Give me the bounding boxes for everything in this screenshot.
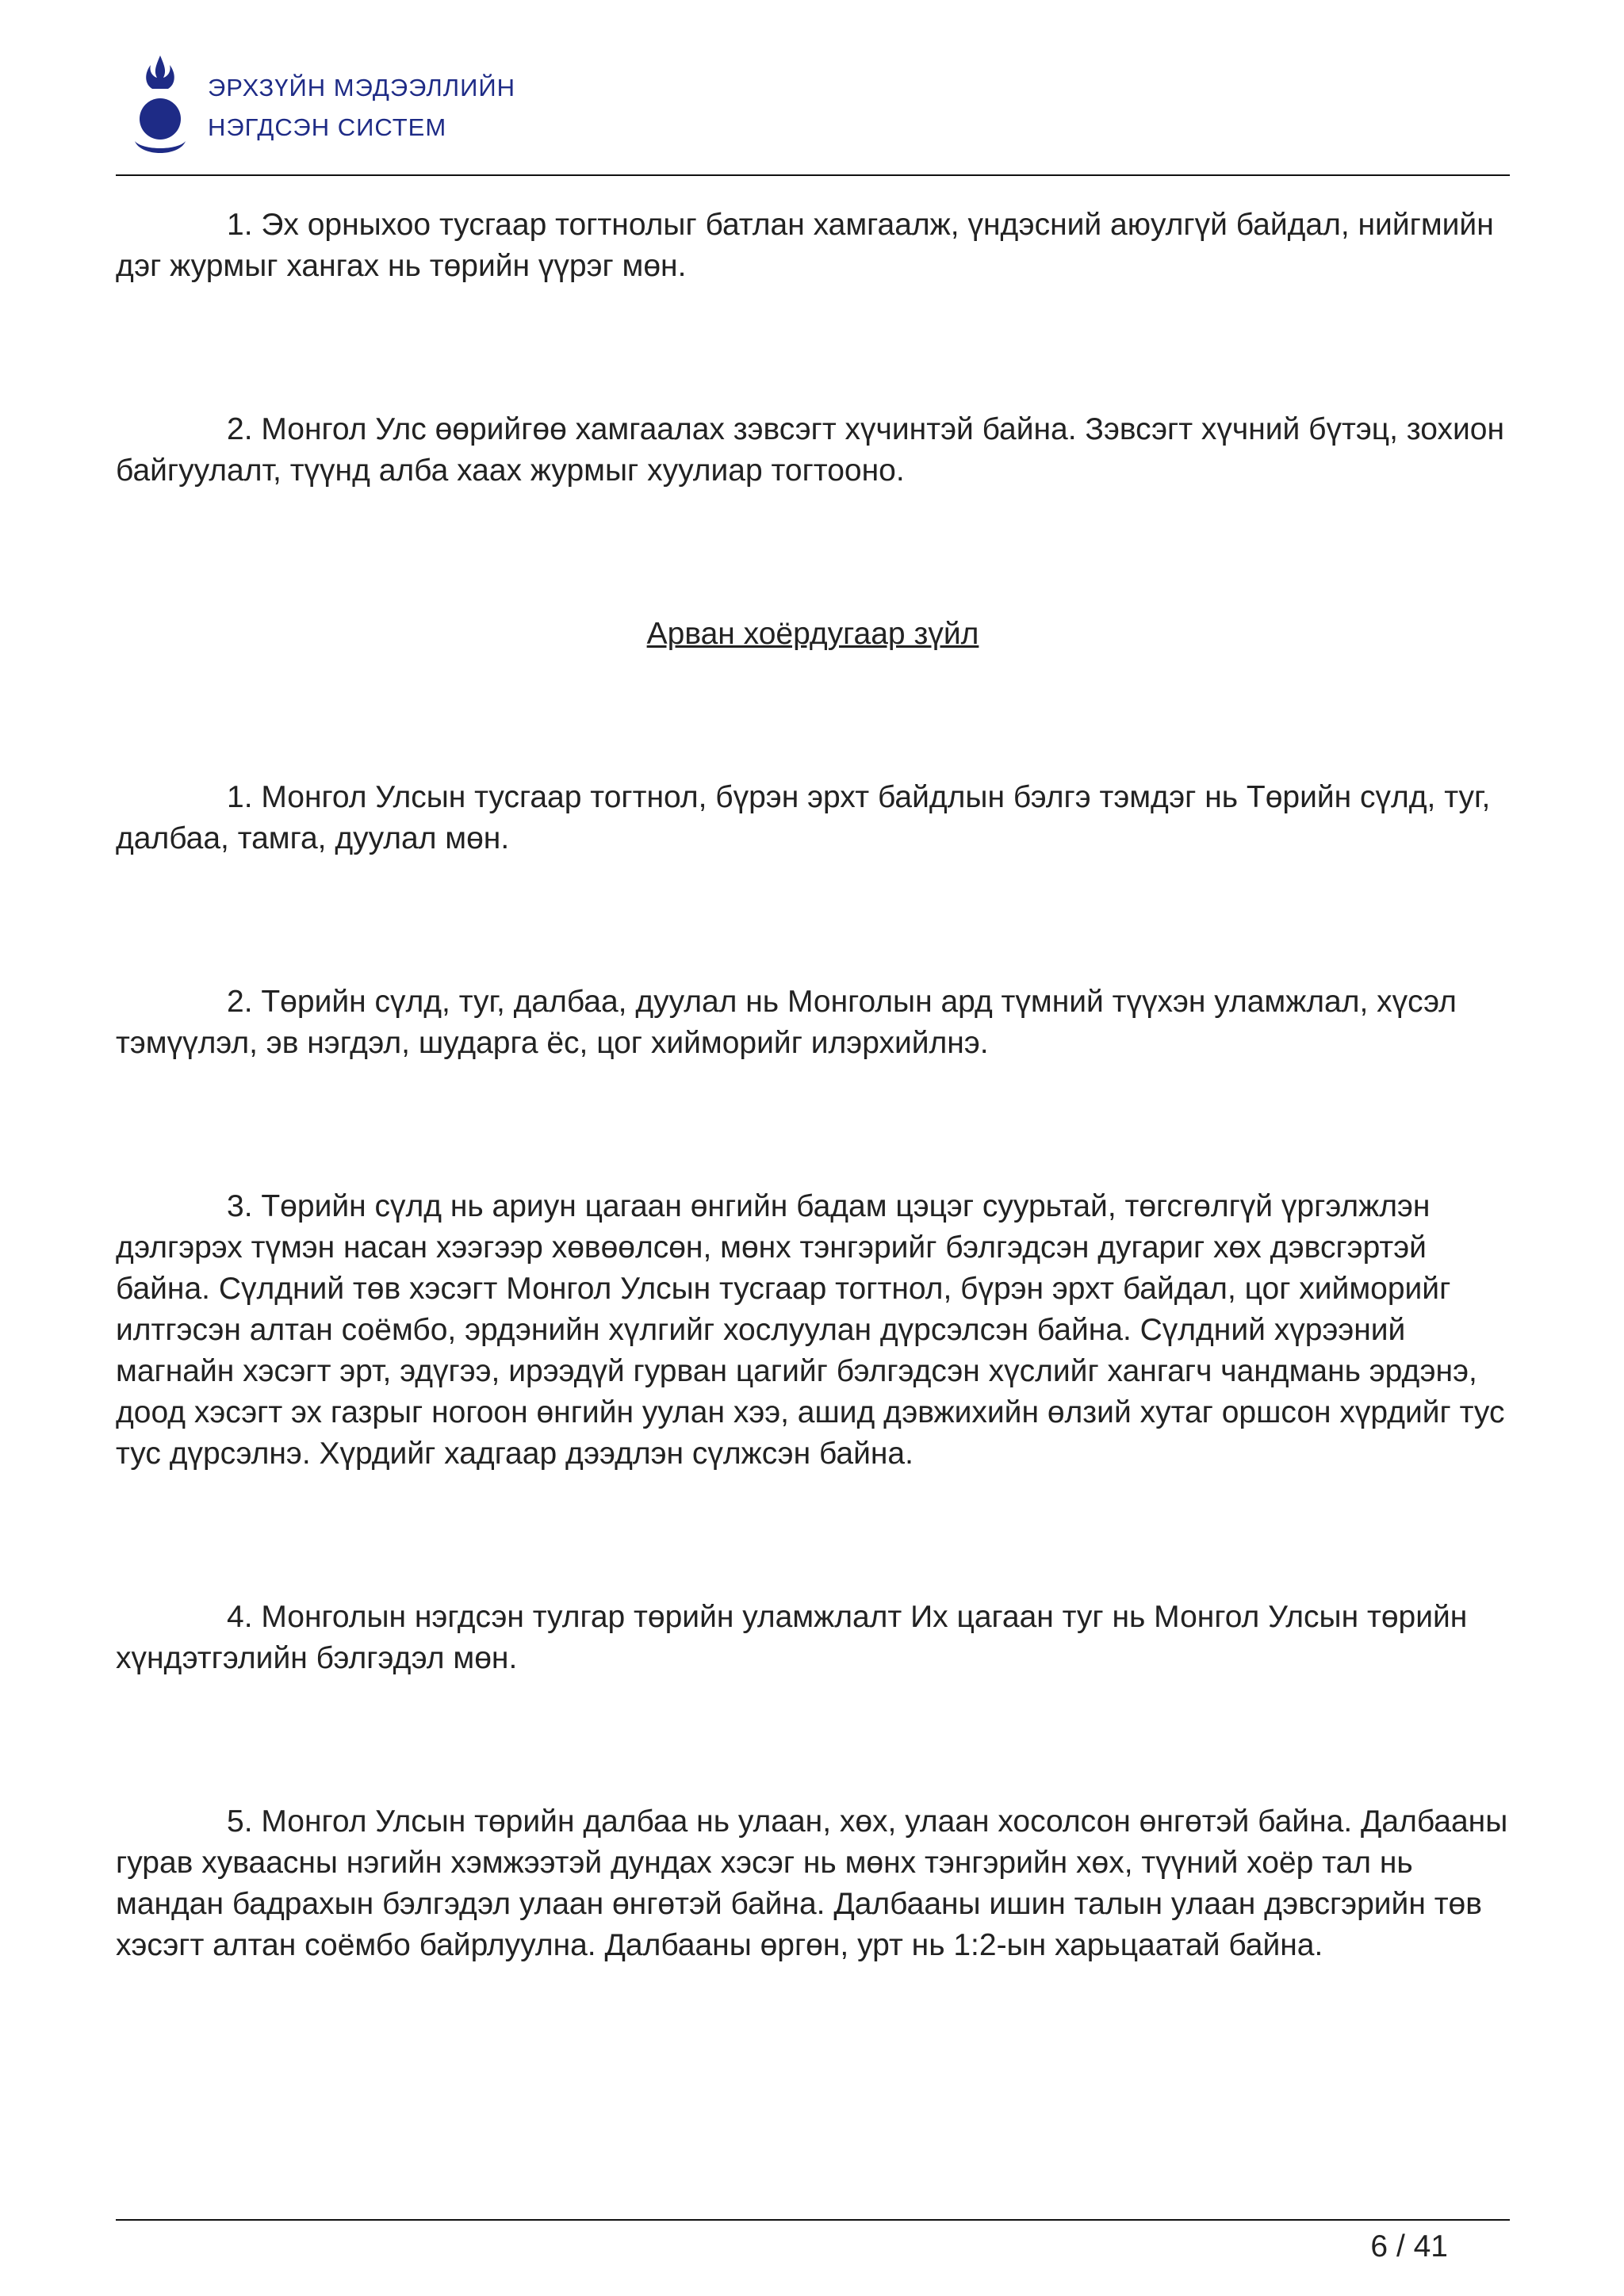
logo-line-1: ЭРХЗҮЙН МЭДЭЭЛЛИЙН [208,74,516,101]
paragraph: 2. Төрийн сүлд, туг, далбаа, дуулал нь Монголын ард түмний түүхэн уламжлал, хүсэл тэмүүлэл, эв нэгдэл, шударга ёс, цог хийморийг илэрхийлнэ. [116,985,1457,1060]
site-header [132,52,515,163]
paragraph: 1. Монгол Улсын тусгаар тогтнол, бүрэн эрхт байдлын бэлгэ тэмдэг нь Төрийн сүлд, туг, далбаа, тамга, дуулал мөн. [116,780,1491,855]
paragraph: 1. Эх орныхоо тусгаар тогтнолыг батлан хамгаалж, үндэсний аюулгүй байдал, нийгмийн дэг журмыг хангах нь төрийн үүрэг мөн. [116,208,1494,283]
page-number: 6 / 41 [1370,2229,1448,2263]
paragraph: 2. Монгол Улс өөрийгөө хамгаалах зэвсэгт хүчинтэй байна. Зэвсэгт хүчний бүтэц, зохион байгуулалт, түүнд алба хаах журмыг хуулиар тогтооно. [116,412,1504,488]
logo-icon [132,52,189,163]
logo-line-2: НЭГДСЭН СИСТЕМ [208,113,447,141]
footer-divider [116,2219,1510,2221]
paragraph: 3. Төрийн сүлд нь ариун цагаан өнгийн бадам цэцэг суурьтай, төгсгөлгүй үргэлжлэн дэлгэрэх түмэн насан хээгээр хөвөөлсөн, мөнх тэнгэрийг бэлгэдсэн дугариг хөх дэвсгэртэй байна. Сүлдний төв хэсэгт Монгол Улсын тусгаар тогтнол, бүрэн эрхт байдал, цог хийморийг илтгэсэн алтан соёмбо, эрдэнийн хүлгийг хослуулан дүрсэлсэн байна. Сүлдний хүрээний магнайн хэсэгт эрт, эдүгээ, ирээдүй гурван цагийг бэлгэдсэн хүслийг хангагч чандмань эрдэнэ, доод хэсэгт эх газрыг ногоон өнгийн уулан хээ, ашид дэвжихийн өлзий хутаг оршсон хүрдийг тус тус дүрсэлнэ. Хүрдийг хадгаар дээдлэн сүлжсэн байна. [116,1189,1505,1471]
header-divider [116,174,1510,176]
logo-text [208,73,515,143]
document-body [116,205,1510,1966]
article-heading: Арван хоёрдугаар зүйл [646,617,979,651]
paragraph: 4. Монголын нэгдсэн тулгар төрийн уламжлалт Их цагаан туг нь Монгол Улсын төрийн хүндэтгэлийн бэлгэдэл мөн. [116,1600,1468,1675]
paragraph: 5. Монгол Улсын төрийн далбаа нь улаан, хөх, улаан хосолсон өнгөтэй байна. Далбааны гурав хуваасны нэгийн хэмжээтэй дундах хэсэг нь мөнх тэнгэрийн хөх, түүний хоёр тал нь мандан бадрахын бэлгэдэл улаан өнгөтэй байна. Далбааны ишин талын улаан дэвсгэрийн төв хэсэгт алтан соёмбо байрлуулна. Далбааны өргөн, урт нь 1:2-ын харьцаатай байна. [116,1804,1508,1962]
